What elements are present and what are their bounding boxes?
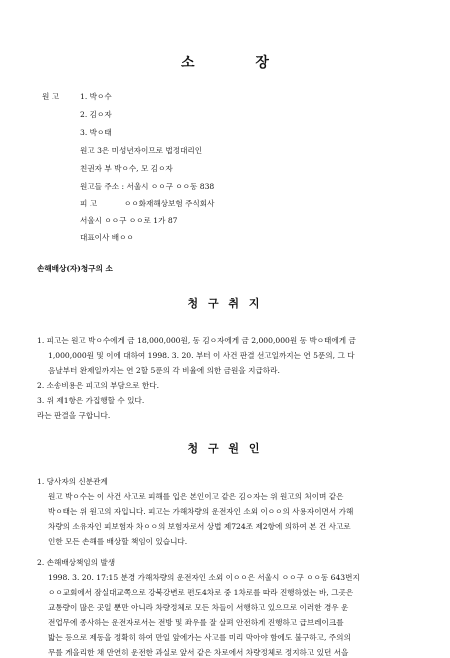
claim-line: 1. 피고는 원고 박ㅇ수에게 금 18,000,000원, 동 김ㅇ자에게 금 2,000,000원 동 박ㅇ태에게 금 xyxy=(37,336,356,345)
cause-2-line: 밟는 등으로 제동을 정확히 하여 만일 앞에가는 사고를 미리 막아야 함에도 불구하고, 주의의 xyxy=(48,633,351,642)
cause-2-line: 무를 게을리한 채 만연히 운전한 과실로 앞서 같은 차로에서 차량정체로 정지하고 있던 서을 xyxy=(48,648,349,657)
claim-line: 3. 위 제1항은 가집행할 수 있다. xyxy=(37,396,145,405)
cause-1-title: 1. 당사자의 신분관계 xyxy=(37,477,108,486)
cause-2-line: 전업무에 종사하는 운전자로서는 전방 및 좌우를 잘 살펴 안전하게 진행하고 급브레이크를 xyxy=(48,618,344,627)
document-title: 소 장 xyxy=(181,55,297,71)
defendant-label: 피 고 xyxy=(80,199,98,208)
plaintiff-2: 2. 김ㅇ자 xyxy=(80,110,112,119)
defendant-address: 서울시 ㅇㅇ구 ㅇㅇ로 1가 87 xyxy=(80,216,178,225)
cause-1-line: 원고 박ㅇ수는 이 사건 사고로 피해를 입은 본인이고 같은 김ㅇ자는 위 원고의 처이며 같은 xyxy=(48,492,344,501)
cause-2-line: ㅇㅇ교회에서 잠실대교쪽으로 강북강변로 편도4차로 중 1차로를 따라 진행하였는 바, 그곳은 xyxy=(48,588,354,597)
cause-2-line: 교통량이 많은 곳일 뿐만 아니라 차량정체로 모든 차들이 서행하고 있으므로 이러한 경우 운 xyxy=(48,603,349,612)
plaintiff-label: 원 고 xyxy=(42,92,60,101)
guardians: 친권자 부 박ㅇ수, 모 김ㅇ자 xyxy=(80,164,173,173)
defendant-name: ㅇㅇ화재해상보험 주식회사 xyxy=(124,199,215,208)
claim-heading: 청 구 취 지 xyxy=(187,297,263,310)
claim-line: 2. 소송비용은 피고의 부담으로 한다. xyxy=(37,381,160,390)
plaintiff-address: 원고들 주소 : 서울시 ㅇㅇ구 ㅇㅇ동 838 xyxy=(80,182,215,191)
claim-line: 라는 판결을 구합니다. xyxy=(37,411,111,420)
cause-1-line: 인한 모든 손해를 배상할 책임이 있습니다. xyxy=(48,537,188,546)
cause-2-title: 2. 손해배상책임의 발생 xyxy=(37,558,116,567)
plaintiff-1: 1. 박ㅇ수 xyxy=(80,92,112,101)
claim-line: 음날부터 완제일까지는 연 2할 5푼의 각 비율에 의한 금원을 지급하라. xyxy=(48,366,280,375)
cause-1-line: 박ㅇ태는 위 원고의 자입니다. 피고는 가해차량의 운전자인 소외 이ㅇㅇ의 사용자이면서 가해 xyxy=(48,507,354,516)
cause-1-line: 차량의 소유자인 피보험자 차ㅇㅇ의 보험자로서 상법 제724조 제2항에 의하여 본 건 사고로 xyxy=(48,522,351,531)
cause-2-line: 1998. 3. 20. 17:15 분경 가해차량의 운전자인 소외 이ㅇㅇ은 서울시 ㅇㅇ구 ㅇㅇ동 643번지 xyxy=(48,573,360,582)
plaintiff-3: 3. 박ㅇ태 xyxy=(80,128,112,137)
minor-note: 원고 3은 미성년자이므로 법정대리인 xyxy=(80,146,203,155)
cause-heading: 청 구 원 인 xyxy=(187,442,263,455)
defendant-ceo: 대표이사 배ㅇㅇ xyxy=(80,233,134,242)
claim-line: 1,000,000원 및 이에 대하여 1998. 3. 20. 부터 이 사건 판결 선고일까지는 연 5푼의, 그 다 xyxy=(48,351,355,360)
case-name: 손해배상(자)청구의 소 xyxy=(37,264,113,273)
